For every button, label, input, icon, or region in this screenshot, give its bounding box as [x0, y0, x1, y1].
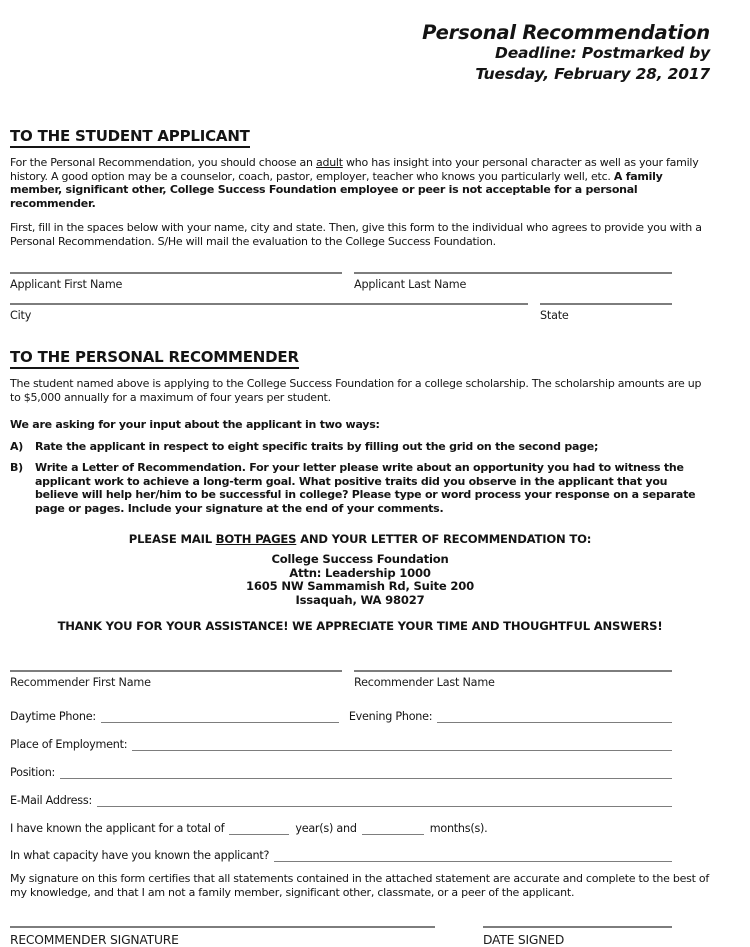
student-intro-paragraph	[10, 156, 710, 210]
recommender-last-name-group	[354, 670, 672, 689]
email-field[interactable]	[97, 794, 672, 807]
thank-you-line: THANK YOU FOR YOUR ASSISTANCE! WE APPRECIATE YOUR TIME AND THOUGHTFUL ANSWERS!	[57, 619, 663, 633]
student-instructions-paragraph: First, fill in the spaces below with your name, city and state. Then, give this form to the individual who agrees to provide you with a Personal Recommendation. S/He will mail the evaluation to the College Success Foundation.	[10, 221, 702, 248]
city-field[interactable]	[10, 303, 528, 305]
item-a-text: Rate the applicant in respect to eight specific traits by filling out the grid on the second page;	[35, 439, 599, 453]
two-ways-intro: We are asking for your input about the applicant in two ways:	[10, 418, 380, 431]
known-before-text: I have known the applicant for a total of	[10, 822, 225, 835]
known-years-field[interactable]	[229, 822, 289, 835]
recommender-first-name-group	[10, 670, 342, 689]
daytime-phone-field[interactable]	[101, 710, 339, 723]
state-field[interactable]	[540, 303, 672, 305]
state-group	[540, 303, 672, 322]
recommender-last-name-label: Recommender Last Name	[354, 676, 495, 689]
recommender-last-name-field[interactable]	[354, 670, 672, 672]
applicant-first-name-group	[10, 272, 342, 291]
form-title: Personal Recommendation	[422, 21, 710, 44]
applicant-last-name-group	[354, 272, 672, 291]
deadline-line-1: Deadline: Postmarked by	[495, 44, 710, 62]
known-middle-text: year(s) and	[295, 822, 357, 835]
date-signed-field[interactable]	[483, 926, 672, 928]
recommender-intro-paragraph: The student named above is applying to the College Success Foundation for a college scholarship. The scholarship amounts are up to $5,000 annually for a maximum of four years per student.	[10, 377, 702, 404]
date-signed-group	[483, 926, 672, 947]
mail-instruction-line: PLEASE MAIL BOTH PAGES AND YOUR LETTER OF RECOMMENDATION TO:	[128, 532, 592, 546]
recommender-section-heading: TO THE PERSONAL RECOMMENDER	[10, 348, 750, 369]
deadline-line-2: Tuesday, February 28, 2017	[475, 65, 710, 83]
employment-row	[10, 738, 672, 751]
form-header	[0, 22, 710, 85]
item-b-text: Write a Letter of Recommendation. For your letter please write about an opportunity you had to witness the applicant work to achieve a long-term goal. What positive traits did you observe in the applicant that you believe will help her/him to be successful in college? Please type or word process your response on a separate page or pages. Include your signature at the end of your comments.	[35, 461, 696, 515]
address-line-city: Issaquah, WA 98027	[295, 592, 425, 607]
state-label: State	[540, 309, 569, 322]
capacity-field[interactable]	[274, 849, 672, 862]
applicant-last-name-label: Applicant Last Name	[354, 278, 467, 291]
position-row	[10, 766, 672, 779]
both-pages-underlined: BOTH PAGES	[215, 532, 297, 546]
address-line-street: 1605 NW Sammamish Rd, Suite 200	[246, 579, 474, 593]
item-b-marker: B)	[10, 461, 23, 474]
applicant-first-name-label: Applicant First Name	[10, 278, 123, 291]
recommender-signature-label: RECOMMENDER SIGNATURE	[10, 933, 179, 947]
capacity-row	[10, 849, 672, 862]
para1-text: For the Personal Recommendation, you should choose an	[10, 156, 316, 169]
signature-group	[10, 926, 435, 947]
mailing-address	[10, 553, 710, 607]
address-line-org: College Success Foundation	[271, 552, 449, 566]
known-months-field[interactable]	[362, 822, 424, 835]
para1-text-after: who has insight into your personal character as well as your family history. A good option may be a counselor, coach, pastor, employer, teacher who knows you particularly well, etc.	[10, 156, 699, 183]
applicant-first-name-field[interactable]	[10, 272, 342, 274]
employment-field[interactable]	[132, 738, 672, 751]
signature-row	[10, 926, 672, 947]
certification-paragraph: My signature on this form certifies that all statements contained in the attached statement are accurate and complete to the best of my knowledge, and that I am not a family member, significant other, classmate, or a peer of the applicant.	[10, 872, 710, 899]
capacity-label: In what capacity have you known the applicant?	[10, 849, 270, 862]
position-label: Position:	[10, 766, 56, 779]
city-label: City	[10, 309, 32, 322]
date-signed-label: DATE SIGNED	[483, 933, 565, 947]
recommender-first-name-field[interactable]	[10, 670, 342, 672]
evening-phone-label: Evening Phone:	[348, 710, 433, 723]
daytime-phone-label: Daytime Phone:	[10, 710, 96, 723]
item-b	[10, 461, 710, 515]
city-state-row	[10, 303, 672, 322]
known-duration-row	[10, 822, 672, 835]
applicant-name-row	[10, 272, 672, 291]
address-line-attn: Attn: Leadership 1000	[289, 565, 431, 580]
item-a-marker: A)	[10, 439, 24, 453]
student-section-heading: TO THE STUDENT APPLICANT	[10, 127, 750, 148]
employment-label: Place of Employment:	[10, 738, 128, 751]
recommender-name-row	[10, 670, 672, 689]
evening-phone-field[interactable]	[437, 710, 672, 723]
city-group	[10, 303, 528, 322]
email-label: E-Mail Address:	[10, 794, 92, 807]
mailing-block	[10, 532, 710, 633]
position-field[interactable]	[60, 766, 672, 779]
para1-bold-warning: A family member, significant other, College Success Foundation employee or peer is not acceptable for a personal recommender.	[10, 169, 663, 210]
recommender-signature-field[interactable]	[10, 926, 435, 928]
email-row	[10, 794, 672, 807]
item-a	[10, 440, 710, 454]
phone-row	[10, 710, 672, 723]
known-after-text: months(s).	[429, 822, 488, 835]
recommender-first-name-label: Recommender First Name	[10, 676, 151, 689]
para1-underlined-word: adult	[315, 156, 343, 169]
applicant-last-name-field[interactable]	[354, 272, 672, 274]
